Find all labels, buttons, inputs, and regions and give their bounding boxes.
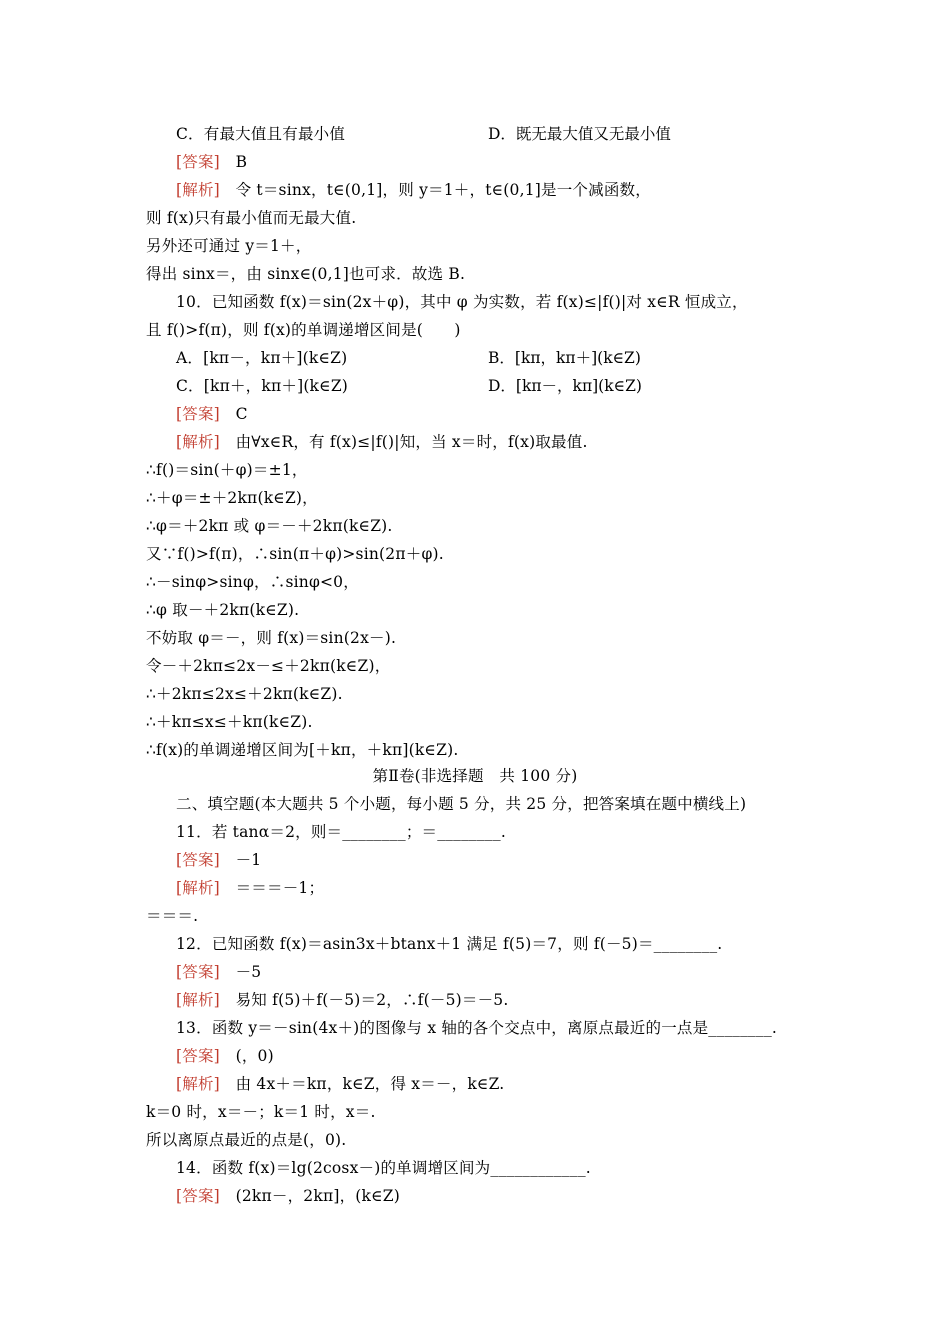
text-line: [答案] －1 — [176, 851, 262, 869]
answer-tag: [答案] — [176, 1047, 220, 1065]
answer-tag: [答案] — [176, 963, 220, 981]
option-right: D．[kπ－，kπ](k∈Z) — [488, 377, 642, 395]
answer-tag: [答案] — [176, 1187, 220, 1205]
text-line: 则 f(x)只有最小值而无最大值. — [146, 209, 357, 227]
answer-tag: [解析] — [176, 1075, 220, 1093]
text-line: 第Ⅱ卷(非选择题 共 100 分) — [372, 767, 578, 785]
text-line: ∴＋kπ≤x≤＋kπ(k∈Z). — [146, 713, 313, 731]
text-line: [解析] 令 t＝sinx，t∈(0,1]，则 y＝1＋，t∈(0,1]是一个减函数， — [176, 181, 651, 199]
text-line: 13．函数 y＝－sin(4x＋)的图像与 x 轴的各个交点中，离原点最近的一点是________. — [176, 1019, 778, 1037]
answer-tag: [答案] — [176, 153, 220, 171]
text-line: [答案] (2kπ－，2kπ]，(k∈Z) — [176, 1187, 401, 1205]
text-line: 又∵f()>f(π)，∴sin(π＋φ)>sin(2π＋φ). — [146, 545, 444, 563]
text-line: [解析] ＝＝＝－1； — [176, 879, 325, 897]
text-line: ＝＝＝. — [146, 907, 199, 925]
text-line: 10．已知函数 f(x)＝sin(2x＋φ)，其中 φ 为实数，若 f(x)≤|f()|对 x∈R 恒成立， — [176, 293, 748, 311]
text-line: ∴－sinφ>sinφ，∴sinφ<0， — [146, 573, 359, 591]
text-line: 令－＋2kπ≤2x－≤＋2kπ(k∈Z)， — [146, 657, 391, 675]
text-line: [答案] (，0) — [176, 1047, 274, 1065]
answer-tag: [答案] — [176, 405, 220, 423]
text-line: ∴φ 取－＋2kπ(k∈Z). — [146, 601, 300, 619]
text-line: [解析] 易知 f(5)＋f(－5)＝2，∴f(－5)＝－5. — [176, 991, 509, 1009]
text-line: [解析] 由∀x∈R，有 f(x)≤|f()|知，当 x＝时，f(x)取最值. — [176, 433, 588, 451]
text-line: ∴φ＝＋2kπ 或 φ＝－＋2kπ(k∈Z). — [146, 517, 393, 535]
answer-tag: [答案] — [176, 851, 220, 869]
text-line: 且 f()>f(π)，则 f(x)的单调递增区间是( ) — [146, 321, 461, 339]
option-right: B．[kπ，kπ＋](k∈Z) — [488, 349, 641, 367]
text-line: [答案] B — [176, 153, 248, 171]
text-line: ∴f(x)的单调递增区间为[＋kπ，＋kπ](k∈Z). — [146, 741, 459, 759]
text-line: 12．已知函数 f(x)＝asin3x＋btanx＋1 满足 f(5)＝7，则 f(－5)＝________. — [176, 935, 723, 953]
text-line: 二、填空题(本大题共 5 个小题，每小题 5 分，共 25 分，把答案填在题中横线上) — [176, 795, 747, 813]
text-line: [答案] －5 — [176, 963, 262, 981]
text-line: 所以离原点最近的点是(，0). — [146, 1131, 347, 1149]
text-line: ∴＋2kπ≤2x≤＋2kπ(k∈Z). — [146, 685, 343, 703]
answer-tag: [解析] — [176, 433, 220, 451]
text-line: C．有最大值且有最小值 — [176, 125, 346, 143]
text-line: 另外还可通过 y＝1＋， — [146, 237, 312, 255]
text-line: ∴f()＝sin(＋φ)＝±1， — [146, 461, 308, 479]
text-line: 11．若 tanα＝2，则＝________；＝________. — [176, 823, 506, 841]
text-line: 不妨取 φ＝－，则 f(x)＝sin(2x－). — [146, 629, 397, 647]
answer-tag: [解析] — [176, 879, 220, 897]
text-line: A．[kπ－，kπ＋](k∈Z) — [176, 349, 348, 367]
answer-tag: [解析] — [176, 181, 220, 199]
text-line: [解析] 由 4x＋＝kπ，k∈Z，得 x＝－，k∈Z. — [176, 1075, 505, 1093]
option-right: D．既无最大值又无最小值 — [488, 125, 671, 143]
answer-tag: [解析] — [176, 991, 220, 1009]
text-line: 得出 sinx＝，由 sinx∈(0,1]也可求．故选 B. — [146, 265, 466, 283]
text-line: ∴＋φ＝±＋2kπ(k∈Z)， — [146, 489, 318, 507]
text-line: C．[kπ＋，kπ＋](k∈Z) — [176, 377, 349, 395]
text-line: [答案] C — [176, 405, 248, 423]
text-line: 14．函数 f(x)＝lg(2cosx－)的单调增区间为____________. — [176, 1159, 591, 1177]
text-line: k＝0 时，x＝－；k＝1 时，x＝. — [146, 1103, 376, 1121]
